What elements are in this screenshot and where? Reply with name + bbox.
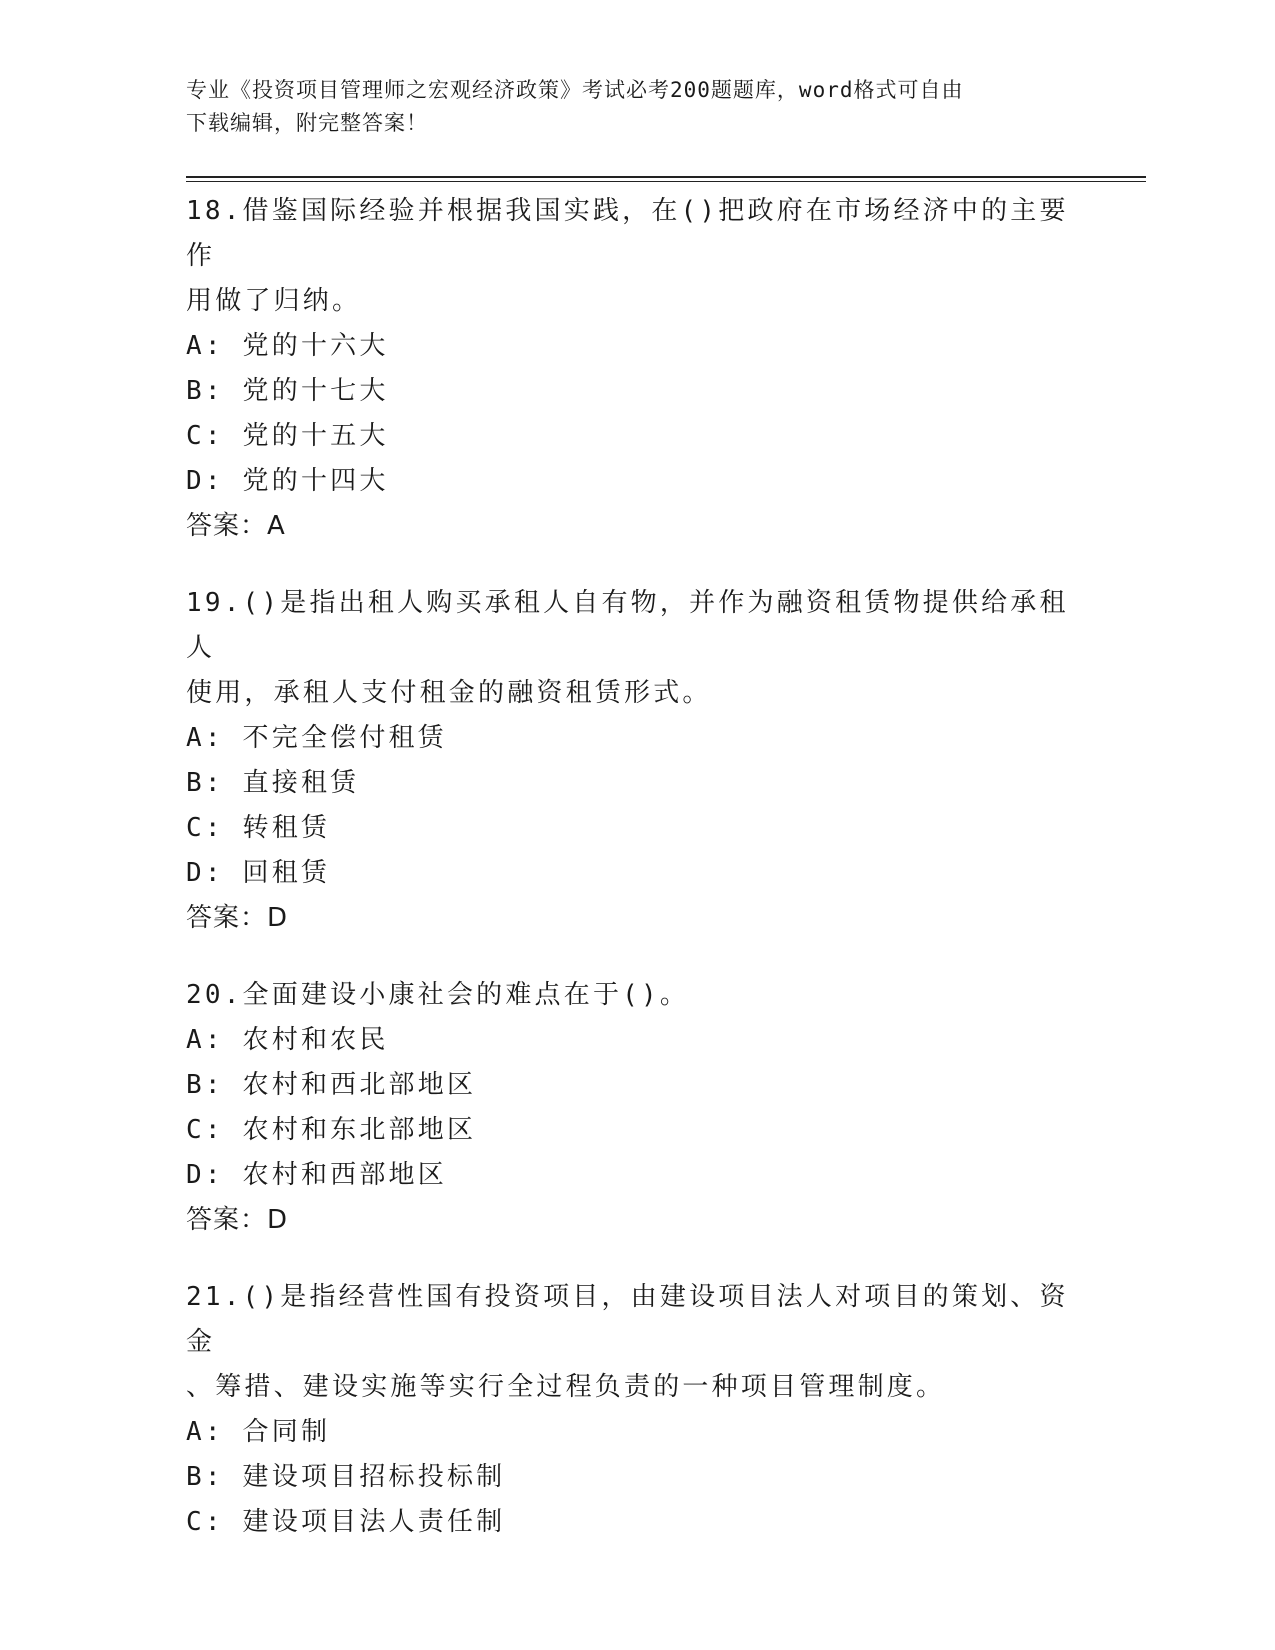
header-intro-line-1: 专业《投资项目管理师之宏观经济政策》考试必考200题题库，word格式可自由 — [186, 78, 964, 102]
option-b: B: 党的十七大 — [186, 376, 389, 406]
answer-label: 答案： — [186, 1205, 268, 1235]
option-c: C: 建设项目法人责任制 — [186, 1507, 506, 1537]
option-b: B: 建设项目招标投标制 — [186, 1462, 506, 1492]
question-stem-line: 20.全面建设小康社会的难点在于()。 — [186, 980, 690, 1010]
question-stem-line: 使用，承租人支付租金的融资租赁形式。 — [186, 678, 712, 708]
question-list — [186, 189, 1076, 1564]
option-b: B: 农村和西北部地区 — [186, 1070, 477, 1100]
question-19 — [186, 581, 1076, 941]
header-divider-thin — [186, 181, 1146, 182]
question-stem-line: 18.借鉴国际经验并根据我国实践，在()把政府在市场经济中的主要作 — [186, 196, 1069, 271]
question-stem-line: 、筹措、建设实施等实行全过程负责的一种项目管理制度。 — [186, 1372, 946, 1402]
option-d: D: 农村和西部地区 — [186, 1160, 447, 1190]
answer-value: D — [267, 903, 289, 933]
question-21 — [186, 1275, 1076, 1545]
answer-label: 答案： — [186, 903, 268, 933]
option-a: A: 农村和农民 — [186, 1025, 389, 1055]
answer-label: 答案： — [186, 511, 268, 541]
answer-value: A — [267, 511, 286, 541]
option-c: C: 转租赁 — [186, 813, 331, 843]
answer-line — [186, 896, 1076, 941]
question-stem-line: 19.()是指出租人购买承租人自有物，并作为融资租赁物提供给承租人 — [186, 588, 1069, 663]
answer-value: D — [267, 1205, 289, 1235]
option-d: D: 党的十四大 — [186, 466, 389, 496]
option-c: C: 农村和东北部地区 — [186, 1115, 477, 1145]
option-a: A: 合同制 — [186, 1417, 331, 1447]
question-stem-line: 21.()是指经营性国有投资项目，由建设项目法人对项目的策划、资金 — [186, 1282, 1069, 1357]
question-20 — [186, 973, 1076, 1243]
option-a: A: 党的十六大 — [186, 331, 389, 361]
option-d: D: 回租赁 — [186, 858, 331, 888]
header-intro-line-2: 下载编辑，附完整答案！ — [186, 111, 428, 135]
option-a: A: 不完全偿付租赁 — [186, 723, 447, 753]
answer-line — [186, 1198, 1076, 1243]
question-18 — [186, 189, 1076, 549]
header-divider-thick — [186, 176, 1146, 178]
question-stem-line: 用做了归纳。 — [186, 286, 362, 316]
document-header — [186, 74, 1066, 140]
option-b: B: 直接租赁 — [186, 768, 360, 798]
answer-line — [186, 504, 1076, 549]
option-c: C: 党的十五大 — [186, 421, 389, 451]
